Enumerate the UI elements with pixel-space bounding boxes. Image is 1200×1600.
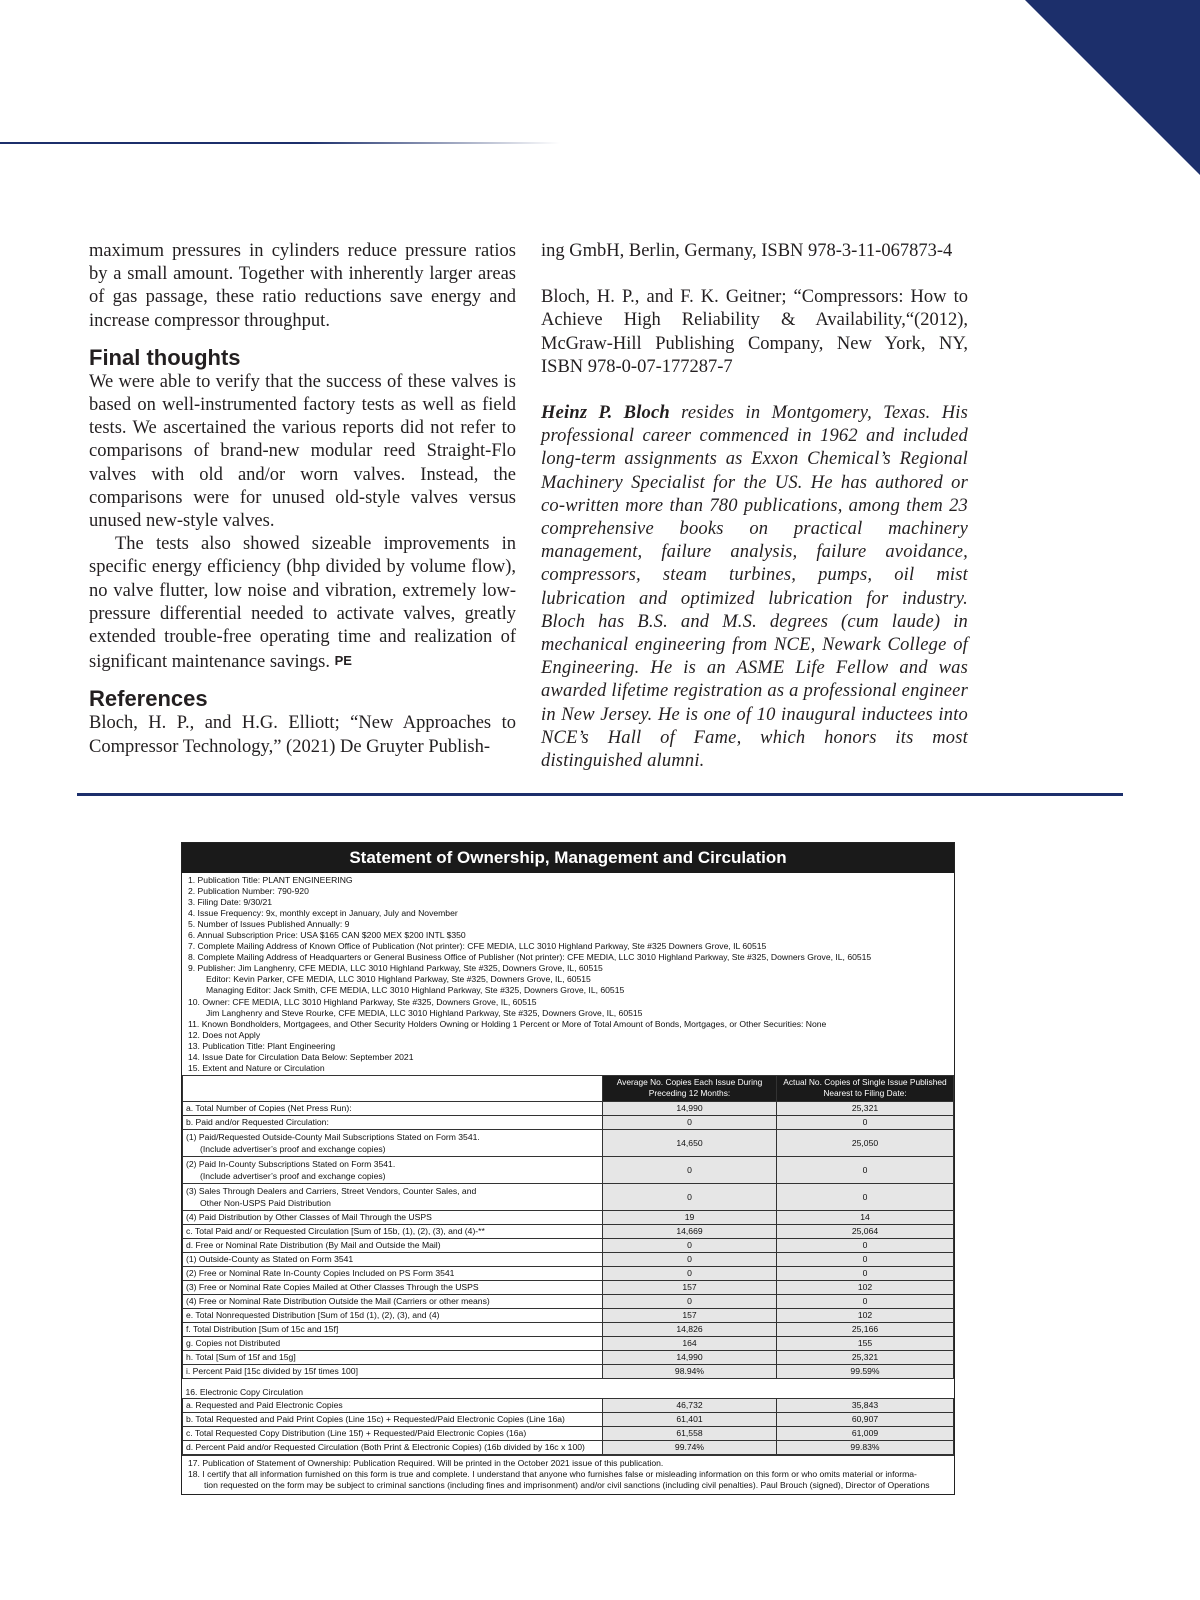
table-row — [183, 1350, 954, 1364]
form-item-18-continued: tion requested on the form may be subject to criminal sanctions (including fines and imprisonment) and/or civil sanctions (including civil penalties). Paul Brouch (signed), Director of Operations — [204, 1479, 930, 1490]
table-row — [183, 1224, 954, 1238]
table-row — [183, 1252, 954, 1266]
form-item: Managing Editor: Jack Smith, CFE MEDIA, LLC 3010 Highland Parkway, Ste #325, Downers Grove, IL, 60515 — [206, 985, 625, 996]
row-average: 14,650 — [603, 1129, 777, 1156]
form-item: 2. Publication Number: 790-920 — [188, 886, 309, 897]
row-label: (4) Free or Nominal Rate Distribution Outside the Mail (Carriers or other means) — [183, 1294, 603, 1308]
row-actual: 102 — [777, 1308, 954, 1322]
table-row — [183, 1440, 954, 1454]
table-row — [183, 1210, 954, 1224]
row-label — [183, 1129, 603, 1156]
form-item: 10. Owner: CFE MEDIA, LLC 3010 Highland Parkway, Ste #325, Downers Grove, IL, 60515 — [188, 996, 537, 1007]
table-row — [183, 1426, 954, 1440]
table-row — [183, 1294, 954, 1308]
table-row — [183, 1156, 954, 1183]
row-label: e. Total Nonrequested Distribution [Sum of 15d (1), (2), (3), and (4) — [183, 1308, 603, 1322]
row-label: (2) Free or Nominal Rate In-County Copies Included on PS Form 3541 — [183, 1266, 603, 1280]
circulation-table — [182, 1075, 954, 1455]
row-average: 98.94% — [603, 1364, 777, 1378]
row-label: a. Requested and Paid Electronic Copies — [183, 1398, 603, 1412]
form-item: 3. Filing Date: 9/30/21 — [188, 897, 273, 908]
table-row — [183, 1266, 954, 1280]
final-thoughts-paragraph-2-text: The tests also showed sizeable improvements in specific energy efficiency (bhp divided by volume flow), no valve flutter, low noise and vibration, extremely low-pressure differential needed to activate valves, greatly extended trouble-free operating time and realization of significant maintenance savings. — [89, 534, 516, 673]
form-item: 7. Complete Mailing Address of Known Office of Publication (Not printer): CFE MEDIA, LLC 3010 Highland Parkway, Ste #325 Downers Grove, IL 60515 — [188, 941, 767, 952]
final-thoughts-paragraph-2 — [89, 533, 516, 674]
row-average: 14,669 — [603, 1224, 777, 1238]
row-label-line: (Include advertiser’s proof and exchange copies) — [200, 1143, 386, 1154]
row-average: 19 — [603, 1210, 777, 1224]
table-row — [183, 1412, 954, 1426]
header-blank-cell — [183, 1075, 603, 1101]
form-item: 1. Publication Title: PLANT ENGINEERING — [188, 875, 353, 885]
references-heading: References — [89, 686, 208, 712]
row-label: g. Copies not Distributed — [183, 1336, 603, 1350]
reference-1-part-1: Bloch, H. P., and H.G. Elliott; “New Approaches to Compressor Technology,” (2021) De Gruyter Publish- — [89, 713, 516, 757]
form-item: 5. Number of Issues Published Annually: 9 — [188, 919, 350, 930]
row-average: 0 — [603, 1238, 777, 1252]
form-item: 6. Annual Subscription Price: USA $165 CAN $200 MEX $200 INTL $350 — [188, 930, 466, 941]
form-item-18: 18. I certify that all information furnished on this form is true and complete. I understand that anyone who furnishes false or misleading information on this form or who omits material or informa- — [188, 1468, 917, 1479]
row-actual: 99.83% — [777, 1440, 954, 1454]
row-average: 14,990 — [603, 1350, 777, 1364]
row-label-line: (3) Sales Through Dealers and Carriers, Street Vendors, Counter Sales, and — [186, 1185, 477, 1196]
table-row — [183, 1183, 954, 1210]
table-row — [183, 1238, 954, 1252]
row-label-line: (1) Paid/Requested Outside-County Mail Subscriptions Stated on Form 3541. — [186, 1131, 480, 1142]
table-row — [183, 1308, 954, 1322]
row-actual: 60,907 — [777, 1412, 954, 1426]
row-average: 0 — [603, 1294, 777, 1308]
table-row — [183, 1101, 954, 1115]
form-item: 15. Extent and Nature or Circulation — [188, 1062, 325, 1073]
final-thoughts-heading: Final thoughts — [89, 344, 241, 370]
row-actual: 0 — [777, 1115, 954, 1129]
form-title: Statement of Ownership, Management and Circulation — [182, 843, 954, 873]
table-header-row — [183, 1075, 954, 1101]
row-label — [183, 1156, 603, 1183]
form-item: 13. Publication Title: Plant Engineering — [188, 1040, 336, 1051]
form-item: Editor: Kevin Parker, CFE MEDIA, LLC 3010 Highland Parkway, Ste #325, Downers Grove, IL, 60515 — [206, 974, 591, 985]
row-actual: 99.59% — [777, 1364, 954, 1378]
end-mark-icon: PE — [334, 653, 352, 669]
form-items — [182, 873, 954, 1075]
form-item: Jim Langhenry and Steve Rourke, CFE MEDIA, LLC 3010 Highland Parkway, Ste #325, Downers Grove, IL, 60515 — [206, 1007, 643, 1018]
form-footer — [182, 1455, 954, 1494]
row-actual: 61,009 — [777, 1426, 954, 1440]
row-actual: 14 — [777, 1210, 954, 1224]
row-actual: 25,321 — [777, 1101, 954, 1115]
table-row — [183, 1129, 954, 1156]
row-average: 0 — [603, 1115, 777, 1129]
header-rule — [0, 142, 560, 144]
header-average-copies: Average No. Copies Each Issue During Preceding 12 Months: — [603, 1075, 777, 1101]
row-average: 0 — [603, 1252, 777, 1266]
final-thoughts-paragraph-1: We were able to verify that the success of these valves is based on well-instrumented factory tests as well as field tests. We ascertained the various reports did not refer to comparisons of brand-new modular reed Straight-Flo valves with old and/or worn valves. Instead, the comparisons were for unused old-style valves versus unused new-style valves. — [89, 371, 516, 532]
row-actual: 0 — [777, 1183, 954, 1210]
row-average: 46,732 — [603, 1398, 777, 1412]
corner-triangle-decoration — [1025, 0, 1200, 175]
row-label: (1) Outside-County as Stated on Form 3541 — [183, 1252, 603, 1266]
section-divider — [77, 793, 1123, 796]
row-average: 61,558 — [603, 1426, 777, 1440]
row-average: 61,401 — [603, 1412, 777, 1426]
form-item: 4. Issue Frequency: 9x, monthly except in January, July and November — [188, 908, 458, 919]
row-actual: 25,064 — [777, 1224, 954, 1238]
row-label: a. Total Number of Copies (Net Press Run): — [183, 1101, 603, 1115]
row-actual: 0 — [777, 1238, 954, 1252]
row-label-line: (Include advertiser’s proof and exchange copies) — [200, 1170, 386, 1181]
table-row — [183, 1115, 954, 1129]
article-left-column — [89, 240, 516, 759]
row-actual: 25,321 — [777, 1350, 954, 1364]
form-item: 11. Known Bondholders, Mortgagees, and Other Security Holders Owning or Holding 1 Percent or More of Total Amount of Bonds, Mortgages, or Other Securities: None — [188, 1018, 827, 1029]
row-actual: 25,050 — [777, 1129, 954, 1156]
table-row — [183, 1364, 954, 1378]
row-label: b. Total Requested and Paid Print Copies (Line 15c) + Requested/Paid Electronic Copies (Line 16a) — [183, 1412, 603, 1426]
row-label: c. Total Paid and/ or Requested Circulation [Sum of 15b, (1), (2), (3), and (4)-** — [183, 1224, 603, 1238]
row-label: b. Paid and/or Requested Circulation: — [183, 1115, 603, 1129]
table-row — [183, 1322, 954, 1336]
form-item: 12. Does not Apply — [188, 1029, 261, 1040]
electronic-section-header-row — [183, 1378, 954, 1398]
header-actual-copies: Actual No. Copies of Single Issue Published Nearest to Filing Date: — [777, 1075, 954, 1101]
row-actual: 102 — [777, 1280, 954, 1294]
row-label: (4) Paid Distribution by Other Classes of Mail Through the USPS — [183, 1210, 603, 1224]
row-average: 14,990 — [603, 1101, 777, 1115]
row-label: i. Percent Paid [15c divided by 15f times 100] — [183, 1364, 603, 1378]
row-average: 0 — [603, 1266, 777, 1280]
row-average: 157 — [603, 1280, 777, 1294]
intro-paragraph: maximum pressures in cylinders reduce pressure ratios by a small amount. Together with inherently larger areas of gas passage, these ratio reductions save energy and increase compressor throughput. — [89, 241, 516, 331]
row-actual: 155 — [777, 1336, 954, 1350]
row-label: c. Total Requested Copy Distribution (Line 15f) + Requested/Paid Electronic Copies (16a) — [183, 1426, 603, 1440]
table-row — [183, 1336, 954, 1350]
row-label: f. Total Distribution [Sum of 15c and 15f] — [183, 1322, 603, 1336]
table-row — [183, 1280, 954, 1294]
row-label-line: Other Non-USPS Paid Distribution — [200, 1197, 331, 1208]
row-average: 0 — [603, 1156, 777, 1183]
row-label — [183, 1183, 603, 1210]
row-average: 164 — [603, 1336, 777, 1350]
row-actual: 0 — [777, 1156, 954, 1183]
row-actual: 0 — [777, 1252, 954, 1266]
table-row — [183, 1398, 954, 1412]
row-label: h. Total [Sum of 15f and 15g] — [183, 1350, 603, 1364]
row-average: 99.74% — [603, 1440, 777, 1454]
row-actual: 0 — [777, 1294, 954, 1308]
row-actual: 0 — [777, 1266, 954, 1280]
reference-1-part-2: ing GmbH, Berlin, Germany, ISBN 978-3-11-067873-4 — [541, 241, 953, 261]
row-average: 14,826 — [603, 1322, 777, 1336]
electronic-heading: 16. Electronic Copy Circulation — [183, 1378, 954, 1398]
form-item: 9. Publisher: Jim Langhenry, CFE MEDIA, LLC 3010 Highland Parkway, Ste #325, Downers Grove, IL, 60515 — [188, 963, 603, 974]
row-label: d. Free or Nominal Rate Distribution (By Mail and Outside the Mail) — [183, 1238, 603, 1252]
author-bio-text: resides in Montgomery, Texas. His professional career commenced in 1962 and included long-term assignments as Exxon Chemical’s Regional Machinery Specialist for the US. He has authored or co-written more than 780 publications, among them 23 comprehensive books on practical machinery management, failure analysis, failure avoidance, compressors, steam turbines, pumps, oil mist lubrication and optimized lubrication for industry. Bloch has B.S. and M.S. degrees (cum laude) in mechanical engineering from NCE, Newark College of Engineering. He is an ASME Life Fellow and was awarded lifetime registration as a professional engineer in New Jersey. He is one of 10 inaugural inductees into NCE’s Hall of Fame, which honors its most distinguished alumni. — [541, 403, 968, 772]
ownership-statement-form — [181, 842, 955, 1495]
row-label-line: (2) Paid In-County Subscriptions Stated on Form 3541. — [186, 1158, 396, 1169]
form-item: 14. Issue Date for Circulation Data Below: September 2021 — [188, 1051, 414, 1062]
form-item: 8. Complete Mailing Address of Headquarters or General Business Office of Publisher (Not printer): CFE MEDIA, LLC 3010 Highland Parkway, Ste #325, Downers Grove, IL, 60515 — [188, 952, 872, 963]
reference-2: Bloch, H. P., and F. K. Geitner; “Compressors: How to Achieve High Reliability & Availability,“(2012), McGraw-Hill Publishing Company, New York, NY, ISBN 978-0-07-177287-7 — [541, 287, 968, 377]
row-average: 0 — [603, 1183, 777, 1210]
article-right-column — [541, 240, 968, 773]
form-item-17: 17. Publication of Statement of Ownership: Publication Required. Will be printed in the October 2021 issue of this publication. — [188, 1457, 664, 1468]
author-bio — [541, 402, 968, 773]
row-label: (3) Free or Nominal Rate Copies Mailed at Other Classes Through the USPS — [183, 1280, 603, 1294]
row-actual: 25,166 — [777, 1322, 954, 1336]
row-actual: 35,843 — [777, 1398, 954, 1412]
row-average: 157 — [603, 1308, 777, 1322]
author-name: Heinz P. Bloch — [541, 403, 670, 424]
row-label: d. Percent Paid and/or Requested Circulation (Both Print & Electronic Copies) (16b divided by 16c x 100) — [183, 1440, 603, 1454]
